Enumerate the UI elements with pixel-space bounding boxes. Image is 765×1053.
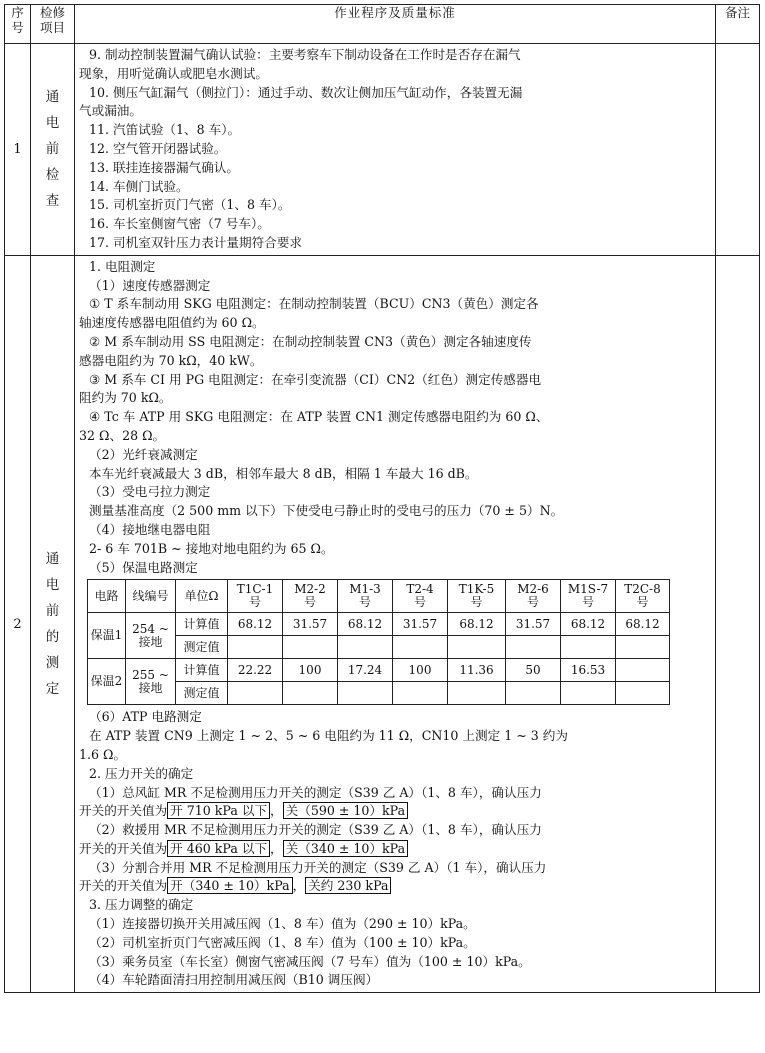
- value-cell: [616, 636, 670, 659]
- value-cell: [283, 682, 338, 705]
- text-line: 14. 车侧门试验。: [89, 178, 189, 194]
- value-cell: [616, 682, 670, 705]
- col-header: T2-4 号: [393, 580, 448, 613]
- row2-item-char: 电: [45, 577, 60, 594]
- row1-item-char: 前: [45, 141, 60, 158]
- text-line: 12. 空气管开闭器试验。: [89, 140, 227, 156]
- value-cell: 50: [506, 659, 561, 682]
- text-line: 32 Ω、28 Ω。: [79, 427, 166, 443]
- text-line: 13. 联挂连接器漏气确认。: [89, 159, 239, 175]
- text-line: 气或漏油。: [79, 103, 142, 119]
- value-cell: 100: [283, 659, 338, 682]
- row1-item: [31, 44, 75, 256]
- row1-seq: 1: [5, 44, 31, 256]
- unit-cell: 计算值: [176, 613, 228, 636]
- col-header: M2-2 号: [283, 580, 338, 613]
- table-row: [88, 636, 670, 659]
- text-line: （2）司机室折页门气密减压阀（1、8 车）值为（100 ± 10）kPa。: [89, 934, 476, 950]
- row1-content: [75, 44, 716, 256]
- subsection-heading: （4）接地继电器电阻: [89, 521, 211, 537]
- col-header: T1C-1 号: [228, 580, 283, 613]
- row2-item: [31, 255, 75, 993]
- row2-item-char: 前: [45, 603, 60, 620]
- text-line: 阻约为 70 kΩ。: [79, 390, 172, 406]
- value-cell: [228, 682, 283, 705]
- text-line: 测量基准高度（2 500 mm 以下）下使受电弓静止时的受电弓的压力（70 ± 5）N。: [89, 503, 564, 519]
- text-line: （1）总风缸 MR 不足检测用压力开关的测定（S39 乙 A）（1、8 车），确认压力: [89, 784, 542, 800]
- value-cell: 31.57: [506, 613, 561, 636]
- value-cell: 68.12: [448, 613, 506, 636]
- text-line: 9. 制动控制装置漏气确认试验：主要考察车下制动设备在工作时是否存在漏气: [89, 47, 521, 62]
- value-cell: 68.12: [228, 613, 283, 636]
- boxed-value: 开 710 kPa 以下: [167, 802, 270, 819]
- table-row: [88, 659, 670, 682]
- subsection-heading: （1）速度传感器测定: [89, 277, 211, 293]
- boxed-value: 开 460 kPa 以下: [167, 840, 270, 857]
- text-line: 11. 汽笛试验（1、8 车）。: [89, 122, 241, 138]
- text-line: （4）车轮踏面清扫用控制用减压阀（B10 调压阀）: [89, 972, 379, 988]
- text-line: 感器电阻约为 70 kΩ，40 kW。: [79, 352, 263, 368]
- text-line: 在 ATP 装置 CN9 上测定 1 ~ 2、5 ~ 6 电阻约为 11 Ω，CN10 上测定 1 ~ 3 约为: [89, 728, 568, 744]
- text-line: 本车光纤衰减最大 3 dB，相邻车最大 8 dB，相隔 1 车最大 16 dB。: [89, 465, 478, 481]
- text-line: （3）乘务员室（车长室）侧窗气密减压阀（7 号车）值为（100 ± 10）kPa。: [89, 953, 531, 969]
- text-line: （3）分割合并用 MR 不足检测用压力开关的测定（S39 乙 A）（1 车），确认压力: [89, 859, 547, 875]
- text-line: 15. 司机室折页门气密（1、8 车）。: [89, 197, 291, 213]
- subsection-heading: （3）受电弓拉力测定: [89, 484, 211, 500]
- row-1: [5, 44, 760, 256]
- text-line: 开关的开关值为 开 710 kPa 以下 ， 关（590 ± 10）kPa: [79, 802, 711, 821]
- section-heading: 1. 电阻测定: [89, 258, 156, 274]
- text-line: 17. 司机室双针压力表计量期符合要求: [89, 234, 302, 250]
- value-cell: [448, 682, 506, 705]
- circuit-cell: 保温2: [88, 659, 126, 705]
- value-cell: [228, 636, 283, 659]
- value-cell: [393, 636, 448, 659]
- text-line: （1）连接器切换开关用减压阀（1、8 车）值为（290 ± 10）kPa。: [89, 916, 476, 932]
- header-item: 检修项目: [31, 5, 75, 44]
- value-cell: 11.36: [448, 659, 506, 682]
- value-cell: 100: [393, 659, 448, 682]
- col-header: M1-3 号: [338, 580, 393, 613]
- value-cell: 22.22: [228, 659, 283, 682]
- unit-cell: 计算值: [176, 659, 228, 682]
- row2-item-char: 测: [45, 655, 60, 672]
- insulation-circuit-table: [87, 579, 670, 705]
- value-cell: [561, 682, 616, 705]
- subsection-heading: （6）ATP 电路测定: [89, 709, 202, 725]
- row1-note: [716, 44, 760, 256]
- text-line: 现象，用听觉确认或肥皂水测试。: [79, 65, 268, 81]
- header-content: 作业程序及质量标准: [75, 5, 716, 44]
- row2-seq: 2: [5, 255, 31, 993]
- col-header: T2C-8 号: [616, 580, 670, 613]
- row1-item-char: 检: [45, 167, 60, 184]
- text-line: 开关的开关值为 开（340 ± 10）kPa ， 关约 230 kPa: [79, 877, 711, 896]
- value-cell: [561, 636, 616, 659]
- value-cell: [393, 682, 448, 705]
- value-cell: [283, 636, 338, 659]
- col-header: T1K-5 号: [448, 580, 506, 613]
- header-note: 备注: [716, 5, 760, 44]
- text-line: ② M 系车制动用 SS 电阻测定：在制动控制装置 CN3（黄色）测定各轴速度传: [89, 333, 532, 349]
- row2-content: [75, 255, 716, 993]
- value-cell: 17.24: [338, 659, 393, 682]
- text-line: 1.6 Ω。: [79, 746, 127, 762]
- row1-item-char: 通: [45, 89, 60, 106]
- section-heading: 3. 压力调整的确定: [89, 897, 194, 913]
- value-cell: 16.53: [561, 659, 616, 682]
- circuit-cell: 保温1: [88, 613, 126, 659]
- col-header: 电路: [88, 580, 126, 613]
- row-2: [5, 255, 760, 993]
- subsection-heading: （5）保温电路测定: [89, 559, 198, 575]
- wire-cell: 254 ~ 接地: [126, 613, 176, 659]
- text-line: 16. 车长室侧窗气密（7 号车）。: [89, 216, 270, 232]
- value-cell: [448, 636, 506, 659]
- boxed-value: 关（340 ± 10）kPa: [283, 840, 408, 857]
- value-cell: 68.12: [616, 613, 670, 636]
- boxed-value: 关约 230 kPa: [305, 877, 391, 894]
- value-cell: 31.57: [283, 613, 338, 636]
- row1-item-char: 查: [45, 193, 60, 210]
- col-header: 线编号: [126, 580, 176, 613]
- value-cell: 68.12: [561, 613, 616, 636]
- row2-item-char: 定: [45, 681, 60, 698]
- value-cell: [506, 682, 561, 705]
- table-row: [88, 613, 670, 636]
- value-cell: [506, 636, 561, 659]
- col-header: 单位Ω: [176, 580, 228, 613]
- col-header: M2-6 号: [506, 580, 561, 613]
- boxed-value: 关（590 ± 10）kPa: [283, 802, 408, 819]
- text-line: （2）救援用 MR 不足检测用压力开关的测定（S39 乙 A）（1、8 车），确认压力: [89, 822, 542, 838]
- row2-item-char: 通: [45, 551, 60, 568]
- procedure-page: [4, 4, 759, 1045]
- boxed-value: 开（340 ± 10）kPa: [167, 877, 292, 894]
- sub-table-header: [88, 580, 670, 613]
- text-line: 开关的开关值为 开 460 kPa 以下 ， 关（340 ± 10）kPa: [79, 840, 711, 859]
- row2-item-char: 的: [45, 629, 60, 646]
- table-row: [88, 682, 670, 705]
- header-seq: 序号: [5, 5, 31, 44]
- text-line: ③ M 系车 CI 用 PG 电阻测定：在牵引变流器（CI）CN2（红色）测定传感器电: [89, 371, 542, 387]
- section-heading: 2. 压力开关的确定: [89, 765, 194, 781]
- value-cell: 68.12: [338, 613, 393, 636]
- value-cell: [338, 636, 393, 659]
- text-line: 2- 6 车 701B ~ 接地对地电阻约为 65 Ω。: [89, 540, 334, 556]
- subsection-heading: （2）光纤衰减测定: [89, 446, 198, 462]
- text-line: ④ Tc 车 ATP 用 SKG 电阻测定：在 ATP 装置 CN1 测定传感器电阻约为 60 Ω、: [89, 409, 549, 425]
- value-cell: [338, 682, 393, 705]
- unit-cell: 测定值: [176, 636, 228, 659]
- row2-note: [716, 255, 760, 993]
- unit-cell: 测定值: [176, 682, 228, 705]
- value-cell: [616, 659, 670, 682]
- row1-item-char: 电: [45, 115, 60, 132]
- text-line: 轴速度传感器电阻值约为 60 Ω。: [79, 315, 265, 331]
- text-line: ① T 系车制动用 SKG 电阻测定：在制动控制装置（BCU）CN3（黄色）测定各: [89, 296, 539, 312]
- wire-cell: 255 ~ 接地: [126, 659, 176, 705]
- text-line: 10. 侧压气缸漏气（侧拉门）：通过手动、数次让侧加压气缸动作，各装置无漏: [89, 84, 523, 100]
- procedure-table: [4, 4, 760, 993]
- value-cell: 31.57: [393, 613, 448, 636]
- col-header: M1S-7 号: [561, 580, 616, 613]
- header-row: [5, 5, 760, 44]
